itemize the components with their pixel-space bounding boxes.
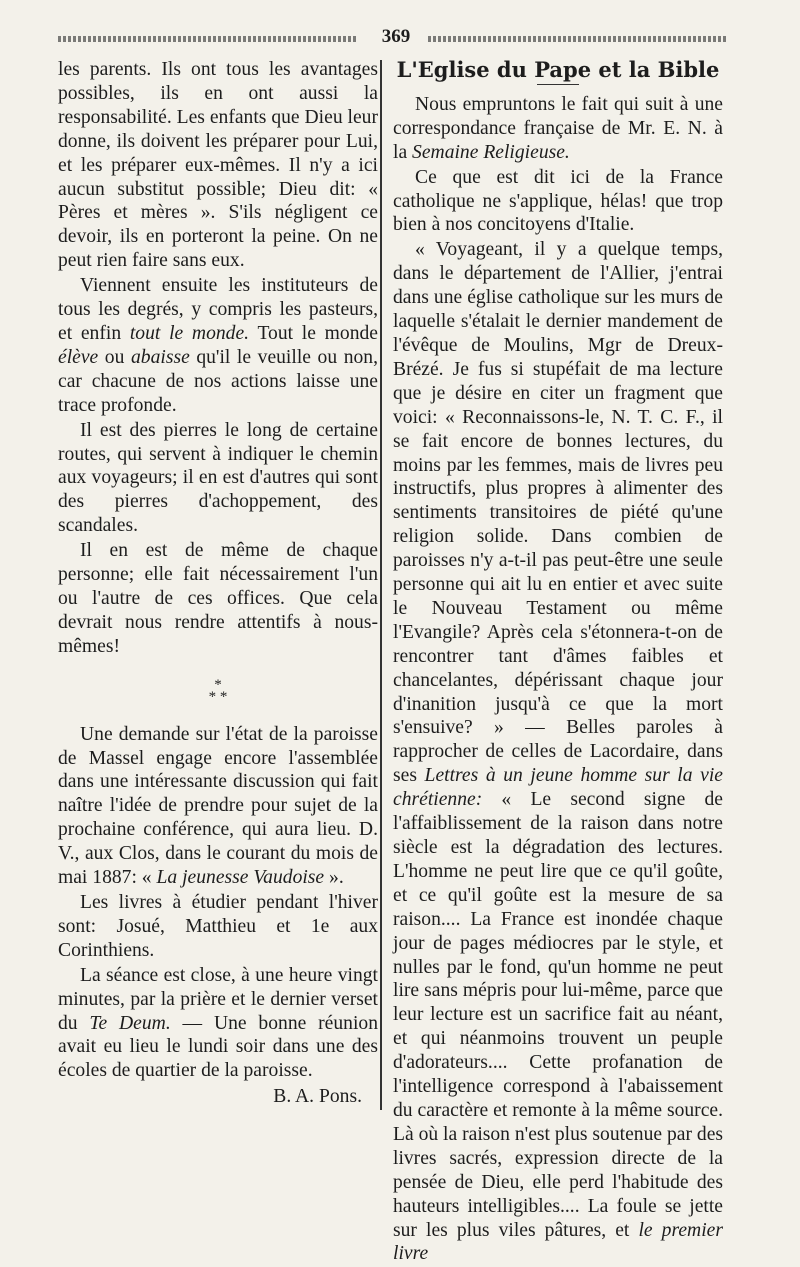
column-divider xyxy=(380,60,382,1110)
paragraph: « Voyageant, il y a quelque temps, dans le département de l'Allier, j'entrai dans une église catholique sur les murs de laquelle s'étalait le dernier mandement de l'évêque de Moulins, Mgr de Dreux-Brézé. Je fus si stupéfait de ma lecture que je désire en citer un fragment que voici: « Reconnaissons-le, N. T. C. F., il se fait encore de bonnes lectures, du moins par les femmes, mais de livres peu instructifs, plus propres à alimenter des sentiments transitoires de piété qu'une religion solide. Dans combien de paroisses n'y a-t-il pas peut-être une seule personne qui ait lu en entier et avec suite le Nouveau Testament ou même l'Evangile? Après cela s'étonnera-t-on de rencontrer tant d'âmes faibles et chancelantes, dépérissant chaque jour d'inanition jusqu'à ce que la mort s'ensuive? » — Belles paroles à rapprocher de celles de Lacordaire, dans ses Lettres à un jeune homme sur la vie chrétienne: « Le second signe de l'affaiblissement de la raison dans notre siècle est la dégradation des lectures. L'homme ne peut lire que ce qu'il goûte, et ce qu'il goûte est la mesure de sa raison.... La France est inondée chaque jour de pages médiocres par le style, et nulles par le fond, qu'un homme ne peut lire sans mépris pour lui-même, parce que leur lecture est un sacrifice fait au néant, et qui néanmoins trouvent un peuple d'adorateurs.... Cette profanation de l'intelligence correspond à l'abaissement du caractère et remonte à la même source. Là où la raison n'est plus soutenue par des livres sacrés, expression directe de la pensée de Dieu, elle perd l'habitude des hauteurs intelligibles.... La foule se jette sur les plus viles pâtures, et le premier livre xyxy=(393,239,724,1265)
emphasis: abaisse xyxy=(130,346,190,368)
header-ornament-left xyxy=(58,36,358,42)
emphasis: tout le monde. xyxy=(129,322,250,344)
paragraph: Nous empruntons le fait qui suit à une correspondance française de Mr. E. N. à la Semaine Religieuse. xyxy=(393,93,723,163)
emphasis: La jeunesse Vaudoise xyxy=(156,867,325,889)
paragraph: Il est des pierres le long de certaine routes, qui servent à indiquer le chemin aux voyageurs; il en est d'autres qui sont des pierres d'achoppement, des scandales. xyxy=(58,419,378,537)
paragraph: Ce que est dit ici de la France catholique ne s'applique, hélas! que trop bien à nos concitoyens d'Italie. xyxy=(393,166,723,236)
left-column xyxy=(58,58,378,1110)
emphasis: Semaine Religieuse. xyxy=(412,141,570,163)
emphasis: Lettres à un jeune homme sur la vie chrétienne: xyxy=(393,765,723,811)
section-separator: * * * xyxy=(208,676,228,705)
emphasis: le premier livre xyxy=(393,1219,723,1265)
article-title: L'Eglise du Pape et la Bible xyxy=(396,57,720,82)
emphasis: Te Deum. xyxy=(89,1012,171,1034)
paragraph: Il en est de même de chaque personne; elle fait nécessairement l'un ou l'autre de ces offices. Que cela devrait nous rendre attentifs à nous-mêmes! xyxy=(58,540,378,657)
paragraph: Une demande sur l'état de la paroisse de Massel engage encore l'assemblée dans une intéressante discussion qui fait naître l'idée de prendre pour sujet de la prochaine conférence, qui aura lieu. D. V., aux Clos, dans le courant du mois de mai 1887: « La jeunesse Vaudoise ». xyxy=(58,723,378,889)
title-rule xyxy=(537,84,579,85)
signature: B. A. Pons. xyxy=(273,1086,362,1108)
paragraph: les parents. Ils ont tous les avantages possibles, ils en ont aussi la responsabilité. Les enfants que Dieu leur donne, ils doivent les préparer pour Lui, et les préparer eux-mêmes. Il n'y a ici aucun substitut possible; Dieu dit: « Pères et mères ». S'ils négligent ce devoir, ils en porteront la peine. On ne peut rien faire sans eux. xyxy=(58,59,378,272)
emphasis: élève xyxy=(58,346,99,368)
paragraph: Viennent ensuite les instituteurs de tous les degrés, y compris les pasteurs, et enfin tout le monde. Tout le monde élève ou abaisse qu'il le veuille ou non, car chacune de nos actions laisse une trace profonde. xyxy=(58,275,379,416)
paragraph: La séance est close, à une heure vingt minutes, par la prière et le dernier verset du Te Deum. — Une bonne réunion avait eu lieu le lundi soir dans une des écoles de quartier de la paroisse. xyxy=(58,964,378,1082)
page-number: 369 xyxy=(381,26,411,47)
paragraph: Les livres à étudier pendant l'hiver sont: Josué, Matthieu et 1e aux Corinthiens. xyxy=(58,892,378,961)
right-column xyxy=(393,58,723,1267)
page-header xyxy=(58,26,728,48)
header-ornament-right xyxy=(428,36,728,42)
